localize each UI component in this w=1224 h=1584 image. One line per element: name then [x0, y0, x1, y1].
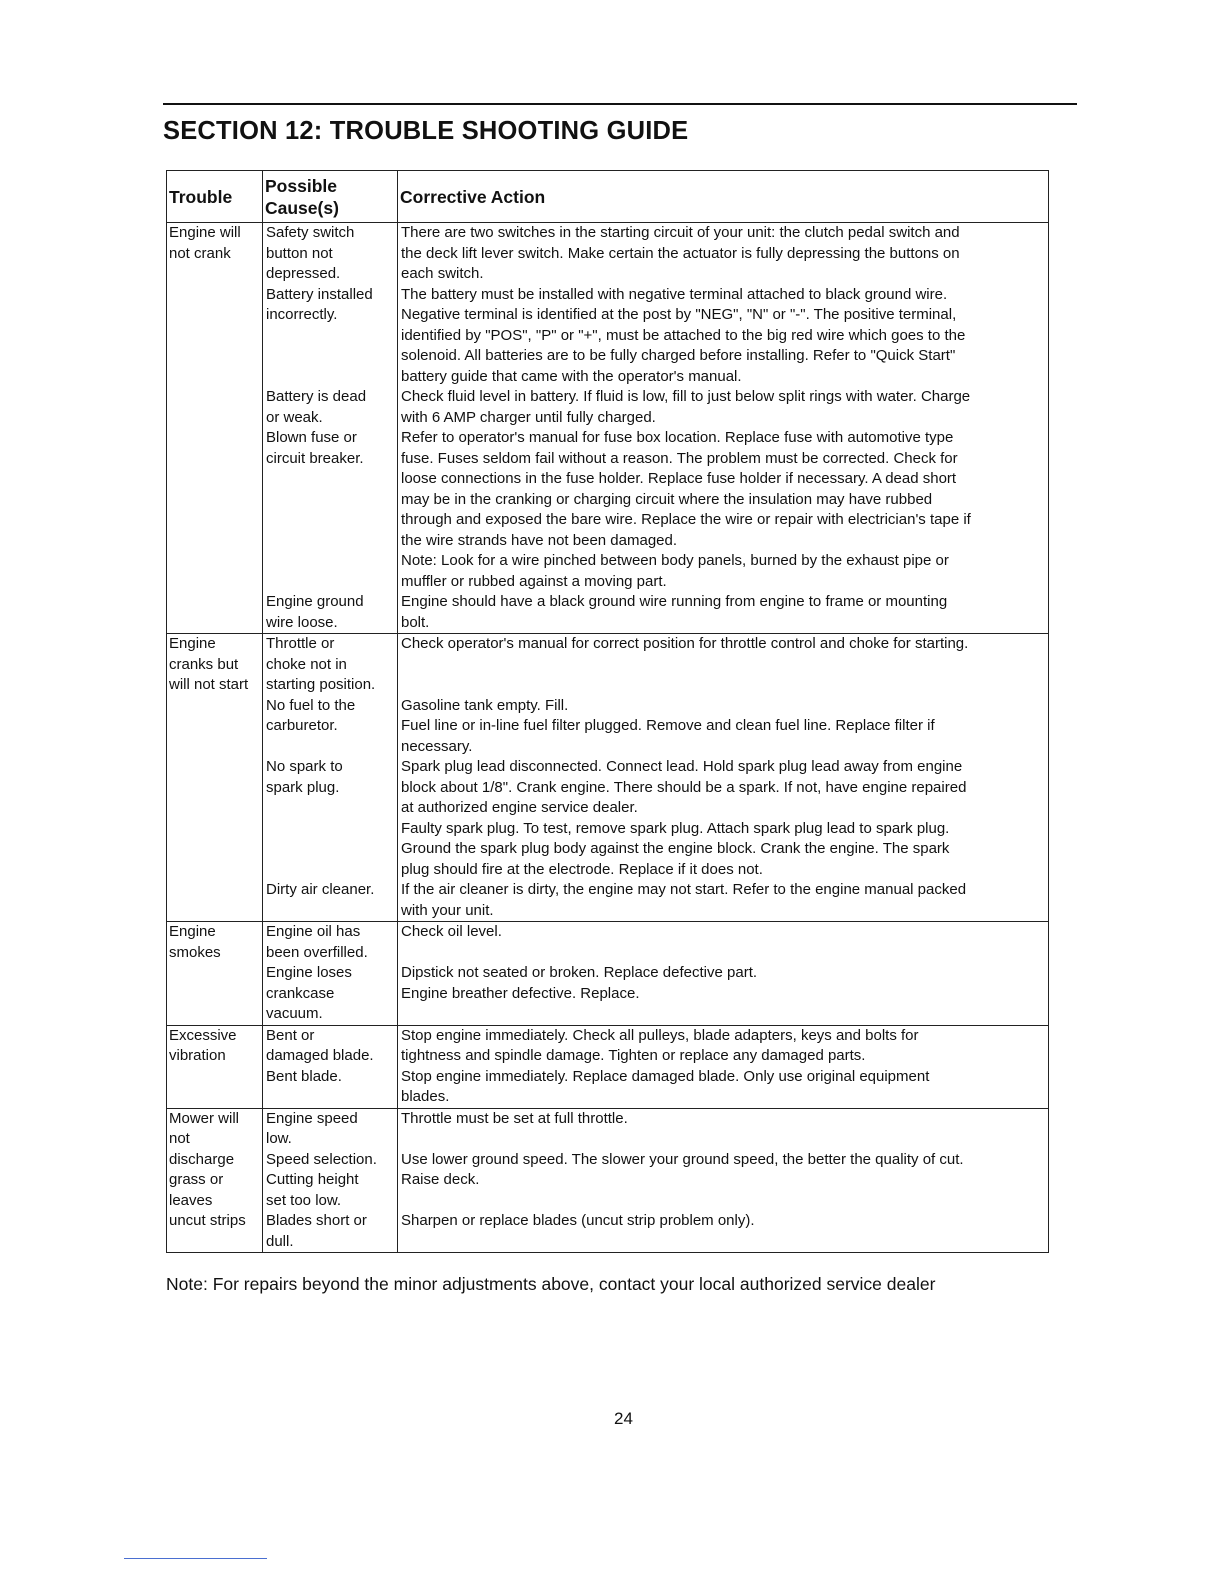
cause-cell	[263, 634, 398, 696]
action-line: Gasoline tank empty. Fill.	[401, 696, 569, 714]
trouble-cell	[167, 922, 263, 1026]
cause-line: low.	[266, 1130, 292, 1147]
action-line: Dipstick not seated or broken. Replace defective part.	[401, 964, 758, 981]
action-line: Stop engine immediately. Check all pulleys, blade adapters, keys and bolts for	[401, 1026, 919, 1044]
header-trouble: Trouble	[167, 171, 263, 223]
cause-line: Battery installed	[266, 285, 373, 303]
cause-line: Blown fuse or	[266, 429, 357, 446]
trouble-line: leaves	[169, 1191, 213, 1209]
action-line: may be in the cranking or charging circuit where the insulation may have rubbed	[401, 490, 933, 508]
cause-line: choke not in	[266, 655, 347, 673]
header-cause-line: Possible	[265, 176, 337, 196]
trouble-line: smokes	[169, 943, 221, 961]
action-spacer	[401, 675, 1046, 696]
cause-cell	[263, 1108, 398, 1150]
action-line: bolt.	[401, 613, 430, 631]
cause-line: crankcase	[266, 984, 335, 1002]
table-row	[167, 696, 1049, 758]
table-row	[167, 592, 1049, 634]
section-title: SECTION 12: TROUBLE SHOOTING GUIDE	[163, 117, 689, 145]
action-line: necessary.	[401, 737, 473, 755]
cause-line: Engine loses	[266, 964, 352, 981]
action-spacer	[401, 1004, 1046, 1025]
action-cell	[398, 1025, 1049, 1067]
cause-line: Blades short or	[266, 1212, 367, 1229]
table-row	[167, 1108, 1049, 1150]
table-row	[167, 223, 1049, 285]
table-row	[167, 1170, 1049, 1211]
cause-line: Bent blade.	[266, 1067, 342, 1085]
cause-cell	[263, 223, 398, 285]
cause-cell	[263, 387, 398, 428]
action-line: solenoid. All batteries are to be fully charged before installing. Refer to "Quick Start"	[401, 347, 956, 364]
cause-line: starting position.	[266, 676, 376, 693]
trouble-cell	[167, 223, 263, 634]
cause-line: Engine ground	[266, 593, 364, 610]
cause-cell	[263, 1211, 398, 1253]
action-cell	[398, 1150, 1049, 1171]
action-line: Faulty spark plug. To test, remove spark plug. Attach spark plug lead to spark plug.	[401, 819, 950, 837]
cause-line: button not	[266, 244, 333, 262]
action-spacer	[401, 943, 1046, 964]
action-cell	[398, 880, 1049, 922]
cause-line: No spark to	[266, 758, 343, 775]
cause-line: or weak.	[266, 408, 323, 426]
action-line: Ground the spark plug body against the engine block. Crank the engine. The spark	[401, 840, 950, 857]
trouble-line: vibration	[169, 1047, 226, 1064]
action-line: Refer to operator's manual for fuse box location. Replace fuse with automotive type	[401, 429, 954, 446]
table-row	[167, 1025, 1049, 1067]
action-cell	[398, 1211, 1049, 1253]
cause-line: been overfilled.	[266, 943, 368, 961]
cause-cell	[263, 1170, 398, 1211]
action-line: Note: Look for a wire pinched between body panels, burned by the exhaust pipe or	[401, 552, 949, 569]
action-line: Sharpen or replace blades (uncut strip problem only).	[401, 1212, 755, 1229]
cause-line: circuit breaker.	[266, 449, 364, 467]
table-row	[167, 285, 1049, 388]
header-cause-line: Cause(s)	[265, 198, 339, 218]
table-body	[167, 223, 1049, 1253]
cause-line: carburetor.	[266, 717, 338, 734]
action-line: Throttle must be set at full throttle.	[401, 1109, 628, 1127]
action-line: Negative terminal is identified at the post by "NEG", "N" or "-". The positive terminal,	[401, 306, 957, 323]
action-line: Fuel line or in-line fuel filter plugged. Remove and clean fuel line. Replace filter if	[401, 717, 935, 734]
cause-cell	[263, 757, 398, 880]
trouble-shooting-table	[166, 170, 1049, 1253]
cause-line: Cutting height	[266, 1171, 359, 1188]
cause-cell	[263, 880, 398, 922]
table-row	[167, 1067, 1049, 1109]
table-row	[167, 1211, 1049, 1253]
action-cell	[398, 387, 1049, 428]
action-cell	[398, 592, 1049, 634]
trouble-line: Engine will	[169, 224, 241, 241]
action-cell	[398, 696, 1049, 758]
action-line: with 6 AMP charger until fully charged.	[401, 408, 656, 426]
action-spacer	[401, 1129, 1046, 1150]
trouble-line: Engine	[169, 923, 216, 940]
cause-cell	[263, 428, 398, 592]
table-row	[167, 963, 1049, 1025]
action-line: Stop engine immediately. Replace damaged blade. Only use original equipment	[401, 1067, 930, 1085]
table-header-row	[167, 171, 1049, 223]
trouble-line: grass or	[169, 1171, 224, 1188]
action-line: Spark plug lead disconnected. Connect lead. Hold spark plug lead away from engine	[401, 758, 963, 775]
action-line: block about 1/8". Crank engine. There should be a spark. If not, have engine repaired	[401, 778, 967, 796]
table-row	[167, 634, 1049, 696]
table-row	[167, 428, 1049, 592]
action-line: Engine breather defective. Replace.	[401, 984, 640, 1002]
cause-line: Engine speed	[266, 1109, 358, 1127]
action-line: Check oil level.	[401, 923, 502, 940]
action-line: each switch.	[401, 265, 484, 282]
action-cell	[398, 285, 1049, 388]
cause-cell	[263, 1150, 398, 1171]
cause-line: depressed.	[266, 265, 341, 282]
table-row	[167, 922, 1049, 964]
action-cell	[398, 963, 1049, 1025]
trouble-line: not	[169, 1130, 190, 1147]
action-line: battery guide that came with the operator's manual.	[401, 367, 742, 385]
trouble-cell	[167, 1108, 263, 1253]
cause-line: No fuel to the	[266, 696, 356, 714]
top-rule	[163, 103, 1077, 105]
header-possible-causes	[263, 171, 398, 223]
cause-line: dull.	[266, 1232, 294, 1250]
action-line: blades.	[401, 1088, 450, 1105]
bottom-rule	[124, 1558, 267, 1559]
cause-line: Safety switch	[266, 224, 355, 241]
action-cell	[398, 757, 1049, 880]
cause-line: Bent or	[266, 1026, 315, 1044]
trouble-line: not crank	[169, 244, 231, 262]
action-line: Check operator's manual for correct position for throttle control and choke for starting.	[401, 635, 969, 652]
cause-cell	[263, 696, 398, 758]
cause-line: Dirty air cleaner.	[266, 881, 375, 898]
action-line: There are two switches in the starting circuit of your unit: the clutch pedal switch and	[401, 224, 960, 241]
action-line: loose connections in the fuse holder. Replace fuse holder if necessary. A dead short	[401, 470, 957, 487]
cause-line: damaged blade.	[266, 1047, 374, 1064]
trouble-line: Engine	[169, 635, 216, 652]
action-line: the wire strands have not been damaged.	[401, 531, 678, 549]
cause-cell	[263, 285, 398, 388]
action-line: If the air cleaner is dirty, the engine may not start. Refer to the engine manual packed	[401, 881, 967, 898]
action-cell	[398, 223, 1049, 285]
action-line: at authorized engine service dealer.	[401, 799, 638, 816]
action-cell	[398, 1108, 1049, 1150]
cause-cell	[263, 1025, 398, 1067]
action-cell	[398, 634, 1049, 696]
action-line: The battery must be installed with negative terminal attached to black ground wire.	[401, 285, 948, 303]
cause-line: vacuum.	[266, 1005, 323, 1022]
action-line: Use lower ground speed. The slower your ground speed, the better the quality of cut.	[401, 1150, 964, 1168]
cause-cell	[263, 922, 398, 964]
trouble-line: Excessive	[169, 1026, 237, 1044]
cause-line: Speed selection.	[266, 1150, 377, 1168]
page-number: 24	[614, 1409, 633, 1428]
cause-line: spark plug.	[266, 778, 340, 796]
action-line: fuse. Fuses seldom fail without a reason. The problem must be corrected. Check for	[401, 449, 958, 467]
cause-line: Throttle or	[266, 635, 335, 652]
action-spacer	[401, 1191, 1046, 1212]
action-line: through and exposed the bare wire. Replace the wire or repair with electrician's tape if	[401, 511, 971, 528]
trouble-line: discharge	[169, 1150, 235, 1168]
trouble-line: cranks but	[169, 655, 239, 673]
cause-line: Battery is dead	[266, 388, 367, 405]
cause-cell	[263, 592, 398, 634]
action-cell	[398, 428, 1049, 592]
action-line: plug should fire at the electrode. Replace if it does not.	[401, 860, 763, 878]
action-line: Check fluid level in battery. If fluid is low, fill to just below split rings with water. Charge	[401, 388, 971, 405]
trouble-cell	[167, 634, 263, 922]
action-cell	[398, 1170, 1049, 1211]
trouble-line: uncut strips	[169, 1212, 246, 1229]
action-line: tightness and spindle damage. Tighten or replace any damaged parts.	[401, 1047, 866, 1064]
cause-line: set too low.	[266, 1191, 342, 1209]
cause-line: incorrectly.	[266, 306, 338, 323]
trouble-cell	[167, 1025, 263, 1108]
table-row	[167, 387, 1049, 428]
action-spacer	[401, 1232, 1046, 1253]
action-line: the deck lift lever switch. Make certain the actuator is fully depressing the buttons on	[401, 244, 960, 262]
action-line: muffler or rubbed against a moving part.	[401, 572, 667, 590]
action-line: Raise deck.	[401, 1171, 480, 1188]
cause-cell	[263, 963, 398, 1025]
action-spacer	[401, 655, 1046, 676]
header-corrective-action: Corrective Action	[398, 171, 1049, 223]
table-row	[167, 757, 1049, 880]
footer-note: Note: For repairs beyond the minor adjustments above, contact your local authorized service dealer	[166, 1274, 936, 1294]
action-line: Engine should have a black ground wire running from engine to frame or mounting	[401, 593, 948, 610]
trouble-line: will not start	[169, 676, 249, 693]
trouble-line: Mower will	[169, 1109, 240, 1127]
cause-line: wire loose.	[266, 613, 338, 631]
cause-line: Engine oil has	[266, 923, 361, 940]
table-row	[167, 880, 1049, 922]
action-line: identified by "POS", "P" or "+", must be attached to the big red wire which goes to the	[401, 326, 966, 344]
action-cell	[398, 922, 1049, 964]
table-row	[167, 1150, 1049, 1171]
action-cell	[398, 1067, 1049, 1109]
action-line: with your unit.	[401, 901, 494, 919]
cause-cell	[263, 1067, 398, 1109]
